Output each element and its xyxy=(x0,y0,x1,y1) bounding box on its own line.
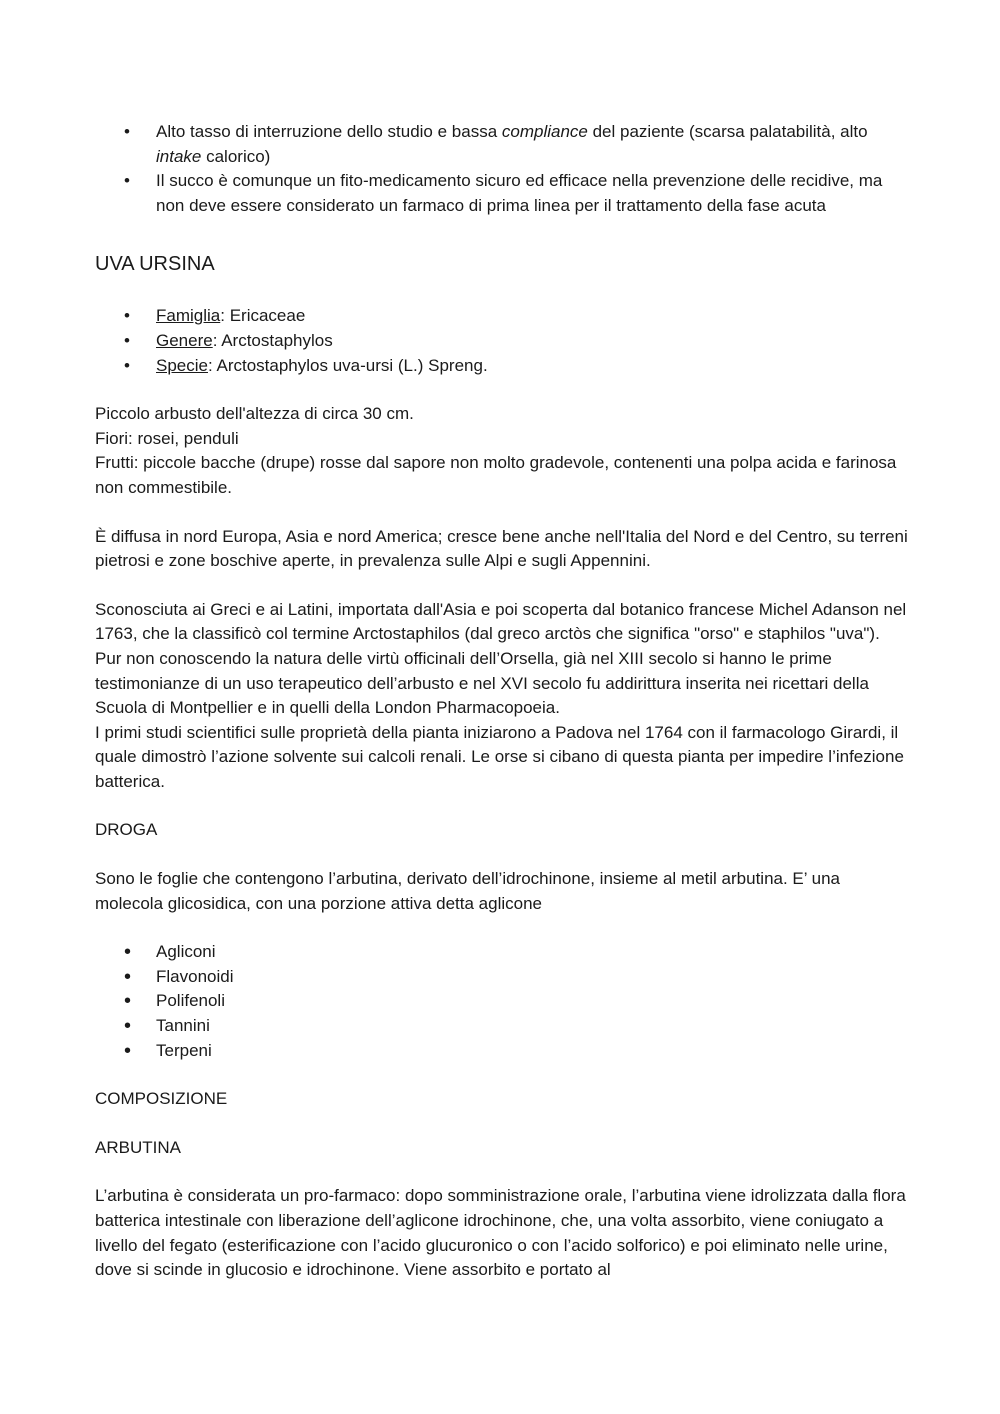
list-item: • Polifenoli xyxy=(95,989,910,1014)
list-item: • Terpeni xyxy=(95,1039,910,1064)
list-item: • Flavonoidi xyxy=(95,965,910,990)
droga-paragraph: Sono le foglie che contengono l’arbutina, derivato dell’idrochinone, insieme al metil arbutina. E’ una molecola glicosidica, con una porzione attiva detta aglicone xyxy=(95,869,841,913)
droga-heading: DROGA xyxy=(95,820,158,840)
document-page xyxy=(95,120,910,1283)
intro-bullet-list xyxy=(95,120,910,218)
section-title: UVA URSINA xyxy=(95,253,215,276)
description-line: Frutti: piccole bacche (drupe) rosse dal sapore non molto gradevole, contenenti una polpa acida e farinosa non commestibile. xyxy=(95,453,897,497)
list-item: • Famiglia: Ericaceae xyxy=(95,304,910,329)
list-item: • Alto tasso di interruzione dello studio e bassa compliance del paziente (scarsa palatabilità, alto intake calorico) xyxy=(95,120,910,169)
taxonomy-list xyxy=(95,304,910,378)
list-item: • Genere: Arctostaphylos xyxy=(95,329,910,354)
description-line: Fiori: rosei, penduli xyxy=(95,428,239,448)
distribution-paragraph: È diffusa in nord Europa, Asia e nord America; cresce bene anche nell'Italia del Nord e del Centro, su terreni pietrosi e zone boschive aperte, in prevalenza sulle Alpi e sugli Appennini. xyxy=(95,526,908,571)
description-line: Piccolo arbusto dell'altezza di circa 30 cm. xyxy=(95,404,414,424)
components-list xyxy=(95,940,910,1063)
list-item: • Tannini xyxy=(95,1014,910,1039)
history-paragraph: Sconosciuta ai Greci e ai Latini, importata dall'Asia e poi scoperta dal botanico francese Michel Adanson nel 1763, che la classificò col termine Arctostaphilos (dal greco arctòs che significa "orso" e staphilos "uva"). Pur non conoscendo la natura delle virtù officinali dell’Orsella, già nel XIII secolo si hanno le prime testimonianze di un uso terapeutico dell’arbusto e nel XVI secolo fu addirittura inserita nei ricettari della Scuola di Montpellier e in quelli della London Pharmacopoeia. xyxy=(95,599,907,718)
arbutina-paragraph: L’arbutina è considerata un pro-farmaco: dopo somministrazione orale, l’arbutina viene idrolizzata dalla flora batterica intestinale con liberazione dell’aglicone idrochinone, che, una volta assorbito, viene coniugato a livello del fegato (esterificazione con l’acido glucuronico o con l’acido solforico) e poi eliminato nelle urine, dove si scinde in glucosio e idrochinone. Viene assorbito e portato al xyxy=(95,1186,906,1280)
composizione-heading: COMPOSIZIONE xyxy=(95,1089,228,1109)
list-item: • Agliconi xyxy=(95,940,910,965)
arbutina-heading: ARBUTINA xyxy=(95,1137,181,1157)
history-paragraph: I primi studi scientifici sulle proprietà della pianta iniziarono a Padova nel 1764 con il farmacologo Girardi, il quale dimostrò l’azione solvente sui calcoli renali. Le orse si cibano di questa pianta per impedire l’infezione batterica. xyxy=(95,722,904,791)
list-item: • Specie: Arctostaphylos uva-ursi (L.) Spreng. xyxy=(95,354,910,379)
list-item: • Il succo è comunque un fito-medicamento sicuro ed efficace nella prevenzione delle recidive, ma non deve essere considerato un farmaco di prima linea per il trattamento della fase acuta xyxy=(95,169,910,218)
